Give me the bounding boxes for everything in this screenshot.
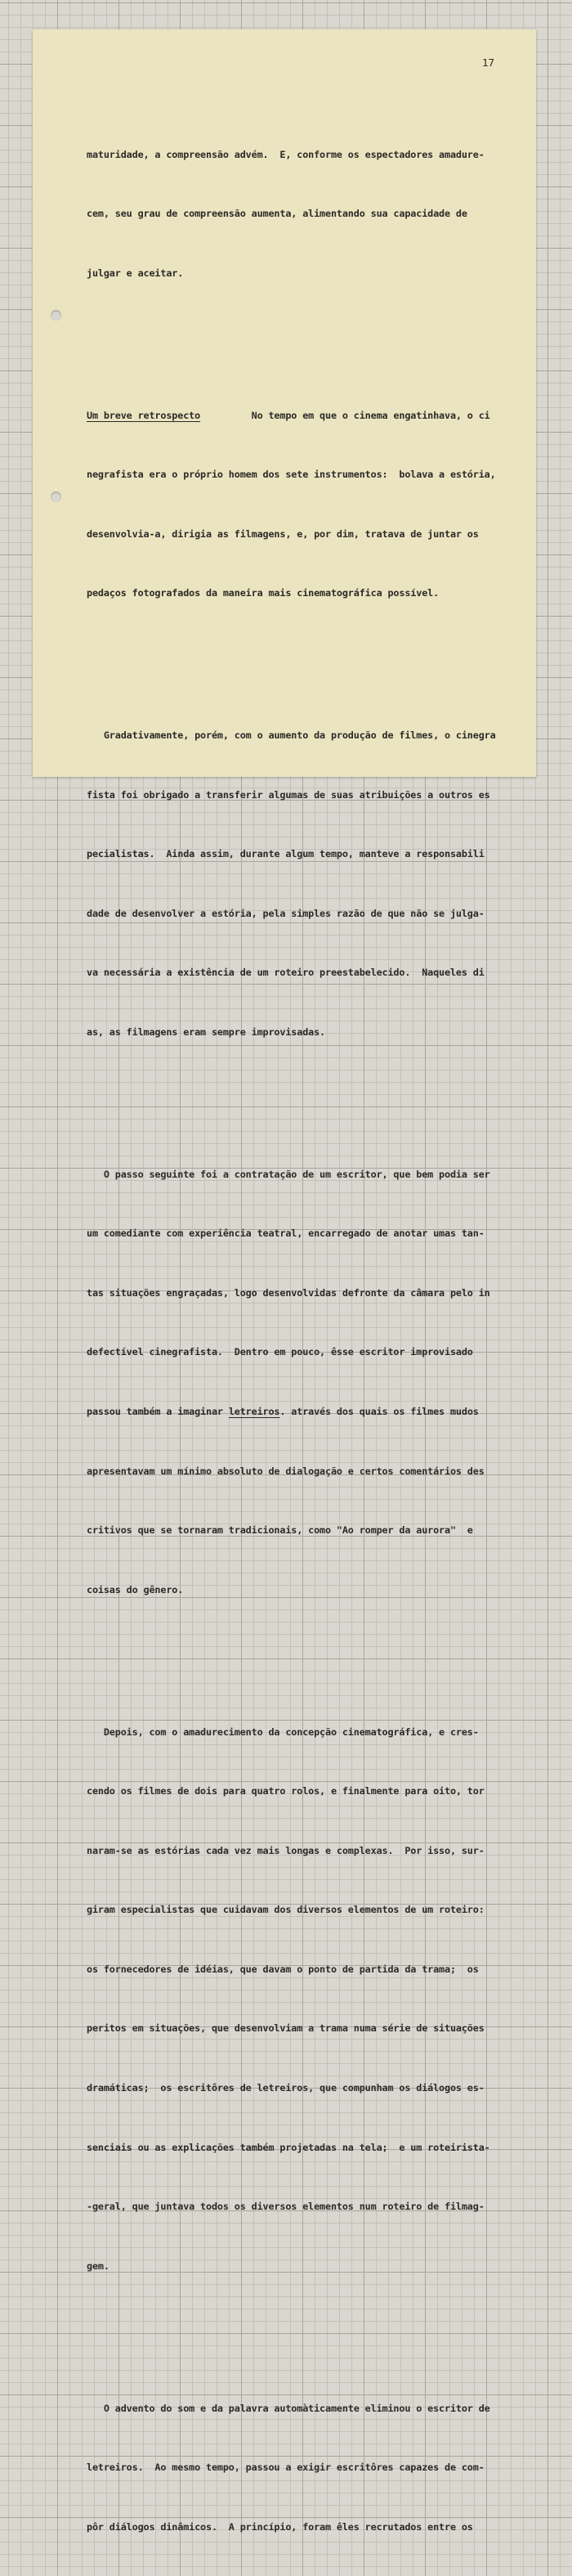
- text-line: O passo seguinte foi a contratação de um escritor, que bem podia ser: [87, 1168, 490, 1180]
- text-line: dramáticas; os escritôres de letreiros, que compunham os diálogos es-: [87, 2082, 485, 2094]
- text-line: cem, seu grau de compreensão aumenta, alimentando sua capacidade de: [87, 208, 467, 220]
- text-fragment: No tempo em que o cinema engatinhava, o ci: [200, 409, 490, 421]
- text-line: critivos que se tornaram tradicionais, como "Ao romper da aurora" e: [87, 1524, 473, 1537]
- section-heading: Um breve retrospecto: [87, 409, 201, 421]
- text-line: coisas do gênero.: [87, 1583, 184, 1595]
- text-line: Depois, com o amadurecimento da concepção cinematográfica, e cres-: [87, 1726, 479, 1738]
- text-line: [87, 406, 496, 425]
- text-fragment: passou também a imaginar: [87, 1406, 229, 1418]
- typewritten-page: [33, 29, 536, 2533]
- underlined-word: letreiros: [228, 1406, 280, 1418]
- text-line: maturidade, a compreensão advém. E, conforme os espectadores amadure-: [87, 148, 485, 160]
- text-line: julgar e aceitar.: [87, 267, 184, 279]
- text-line: senciais ou as explicações também projetadas na tela; e um roteirista-: [87, 2141, 490, 2153]
- text-line: O advento do som e da palavra automàticamente eliminou o escritor de: [87, 2402, 490, 2414]
- text-line: fista foi obrigado a transferir algumas de suas atribuições a outros es: [87, 788, 490, 801]
- text-line: um comediante com experiência teatral, encarregado de anotar umas tan-: [87, 1227, 485, 1240]
- text-line: gem.: [87, 2260, 109, 2272]
- text-line: defectível cinegrafista. Dentro em pouco, êsse escritor improvisado: [87, 1346, 473, 1358]
- text-line: naram-se as estórias cada vez mais longas e complexas. Por isso, sur-: [87, 1844, 485, 1856]
- text-line: Gradativamente, porém, com o aumento da produção de filmes, o cinegra: [87, 729, 496, 741]
- text-line: giram especialistas que cuidavam dos diversos elementos de um roteiro:: [87, 1904, 485, 1916]
- text-line: os fornecedores de idéias, que davam o ponto de partida da trama; os: [87, 1963, 479, 1975]
- text-line: desenvolvia-a, dirigia as filmagens, e, por dim, tratava de juntar os: [87, 527, 479, 540]
- page-body: [87, 85, 496, 2576]
- page-number: 17: [482, 56, 495, 69]
- text-line: cendo os filmes de dois para quatro rolos, e finalmente para oito, tor: [87, 1785, 485, 1797]
- text-line: [87, 1402, 496, 1421]
- text-fragment: . através dos quais os filmes mudos: [279, 1406, 479, 1418]
- text-line: pecialistas. Ainda assim, durante algum tempo, manteve a responsabili: [87, 848, 485, 860]
- text-line: pôr diálogos dinâmicos. A princípio, foram êles recrutados entre os: [87, 2520, 473, 2533]
- binder-hole-top: [51, 310, 61, 321]
- text-line: -geral, que juntava todos os diversos elementos num roteiro de filmag-: [87, 2201, 485, 2213]
- text-line: pedaços fotografados da maneira mais cinematográfica possível.: [87, 587, 440, 599]
- text-line: apresentavam um mínimo absoluto de dialogação e certos comentários des: [87, 1465, 485, 1477]
- text-line: peritos em situações, que desenvolviam a trama numa série de situações: [87, 2022, 485, 2035]
- binder-hole-bottom: [51, 491, 61, 502]
- text-line: va necessária a existência de um roteiro preestabelecido. Naqueles di: [87, 967, 485, 979]
- text-line: dade de desenvolver a estória, pela simples razão de que não se julga-: [87, 907, 485, 919]
- text-line: negrafista era o próprio homem dos sete instrumentos: bolava a estória,: [87, 469, 496, 481]
- text-line: tas situações engraçadas, logo desenvolvidas defronte da câmara pelo in: [87, 1286, 490, 1299]
- text-line: as, as filmagens eram sempre improvisadas.: [87, 1025, 325, 1038]
- text-line: letreiros. Ao mesmo tempo, passou a exigir escritôres capazes de com-: [87, 2462, 485, 2474]
